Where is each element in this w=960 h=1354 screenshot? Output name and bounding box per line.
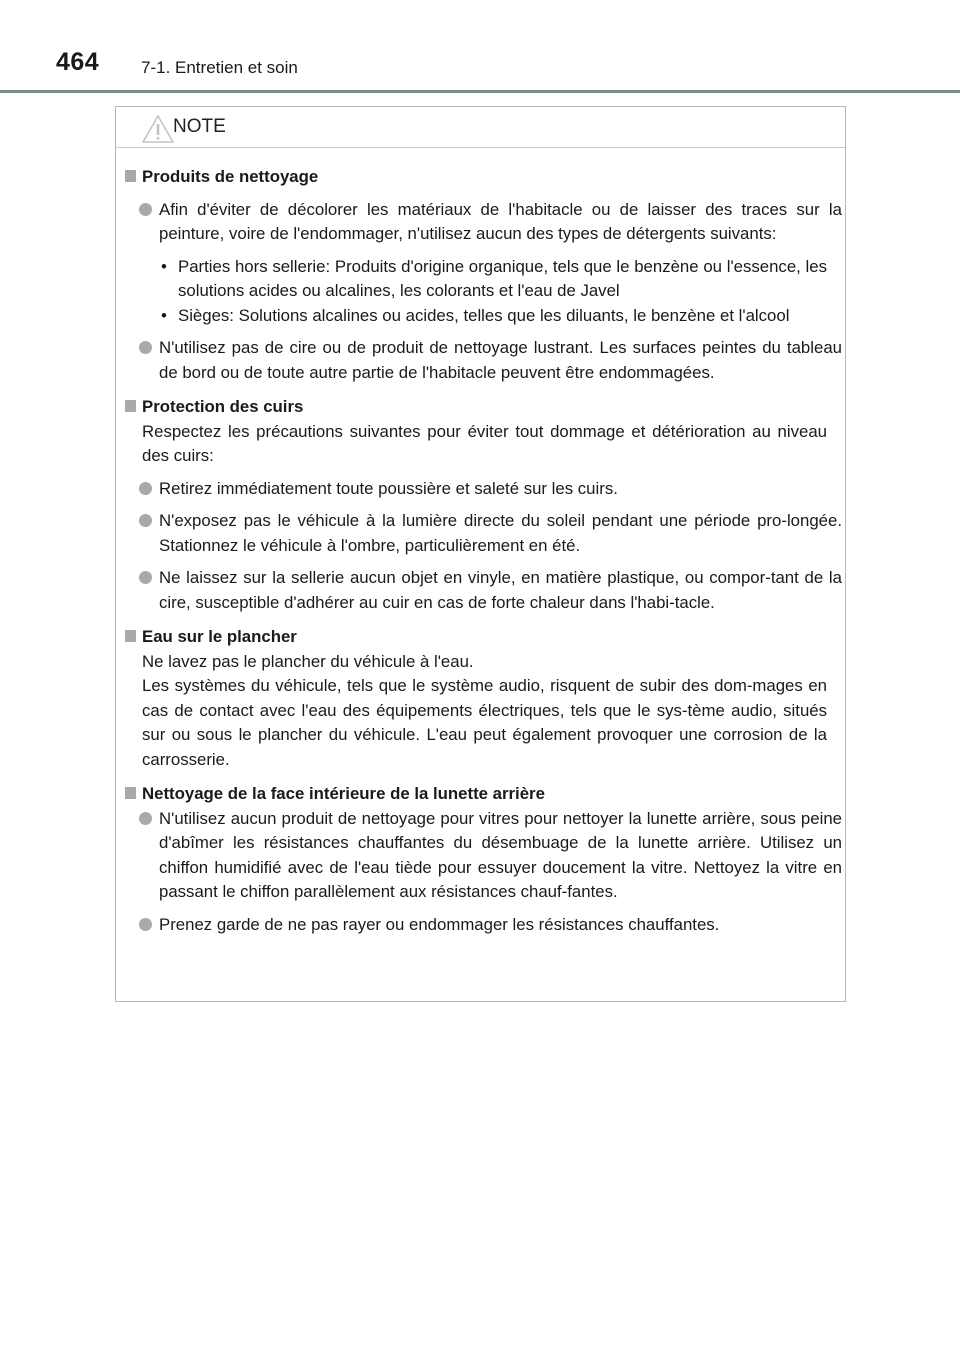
list-item: N'utilisez aucun produit de nettoyage pour vitres pour nettoyer la lunette arrière, sous peine d'abîmer les résistances chauffantes du désembuage de la lunette arrière. Utilisez un chiffon humidifié avec de l'eau tiède pour essuyer doucement la vitre. Nettoyez la vitre en passant le chiffon parallèlement aux résistances chauf-fantes. bbox=[125, 807, 842, 905]
page-header bbox=[0, 0, 960, 96]
circle-bullet-icon bbox=[139, 203, 152, 216]
square-bullet-icon bbox=[125, 170, 136, 182]
section-heading-leather-protection: Protection des cuirs bbox=[125, 395, 842, 420]
note-label: NOTE bbox=[173, 116, 226, 137]
note-box bbox=[115, 106, 846, 1002]
section-title: 7-1. Entretien et soin bbox=[141, 58, 298, 77]
sub-list-item: • Parties hors sellerie: Produits d'origine organique, tels que le benzène ou l'essence, les solutions acides ou alcalines, les colorants et l'eau de Javel bbox=[161, 256, 827, 300]
section-heading-cleaning-products: Produits de nettoyage bbox=[125, 165, 842, 190]
dot-bullet-icon: • bbox=[161, 305, 167, 325]
circle-bullet-icon bbox=[139, 341, 152, 354]
circle-bullet-icon bbox=[139, 514, 152, 527]
list-item: N'exposez pas le véhicule à la lumière directe du soleil pendant une période pro-longée. Stationnez le véhicule à l'ombre, particulièrement en été. bbox=[125, 509, 842, 558]
header-divider bbox=[0, 90, 960, 93]
circle-bullet-icon bbox=[139, 482, 152, 495]
warning-triangle-icon bbox=[141, 114, 175, 144]
list-item: Retirez immédiatement toute poussière et saleté sur les cuirs. bbox=[125, 477, 842, 502]
note-content bbox=[125, 165, 842, 937]
list-item: Prenez garde de ne pas rayer ou endommager les résistances chauffantes. bbox=[125, 913, 842, 938]
paragraph: Ne lavez pas le plancher du véhicule à l'eau. bbox=[142, 651, 474, 671]
note-header bbox=[116, 107, 845, 148]
list-item: Afin d'éviter de décolorer les matériaux de l'habitacle ou de laisser des traces sur la peinture, voire de l'endommager, n'utilisez aucun des types de détergents suivants: bbox=[125, 198, 842, 247]
paragraph: Respectez les précautions suivantes pour éviter tout dommage et détérioration au niveau des cuirs: bbox=[142, 421, 827, 465]
dot-bullet-icon: • bbox=[161, 256, 167, 276]
square-bullet-icon bbox=[125, 630, 136, 642]
page-number: 464 bbox=[56, 48, 100, 76]
list-item: N'utilisez pas de cire ou de produit de nettoyage lustrant. Les surfaces peintes du tableau de bord ou de toute autre partie de l'habitacle peuvent être endommagées. bbox=[125, 336, 842, 385]
circle-bullet-icon bbox=[139, 918, 152, 931]
circle-bullet-icon bbox=[139, 812, 152, 825]
square-bullet-icon bbox=[125, 400, 136, 412]
circle-bullet-icon bbox=[139, 571, 152, 584]
section-heading-rear-window-cleaning: Nettoyage de la face intérieure de la lunette arrière bbox=[125, 782, 842, 807]
list-item: Ne laissez sur la sellerie aucun objet en vinyle, en matière plastique, ou compor-tant de la cire, susceptible d'adhérer au cuir en cas de forte chaleur dans l'habi-tacle. bbox=[125, 566, 842, 615]
section-heading-water-on-floor: Eau sur le plancher bbox=[125, 625, 842, 650]
sub-list-item: • Sièges: Solutions alcalines ou acides, telles que les diluants, le benzène et l'alcool bbox=[125, 304, 842, 329]
square-bullet-icon bbox=[125, 787, 136, 799]
paragraph: Les systèmes du véhicule, tels que le système audio, risquent de subir des dom-mages en cas de contact avec l'eau des équipements électriques, tels que le sys-tème audio, situés sur ou sous le plancher du véhicule. L'eau peut également provoquer une corrosion de la carrosserie. bbox=[142, 676, 827, 769]
